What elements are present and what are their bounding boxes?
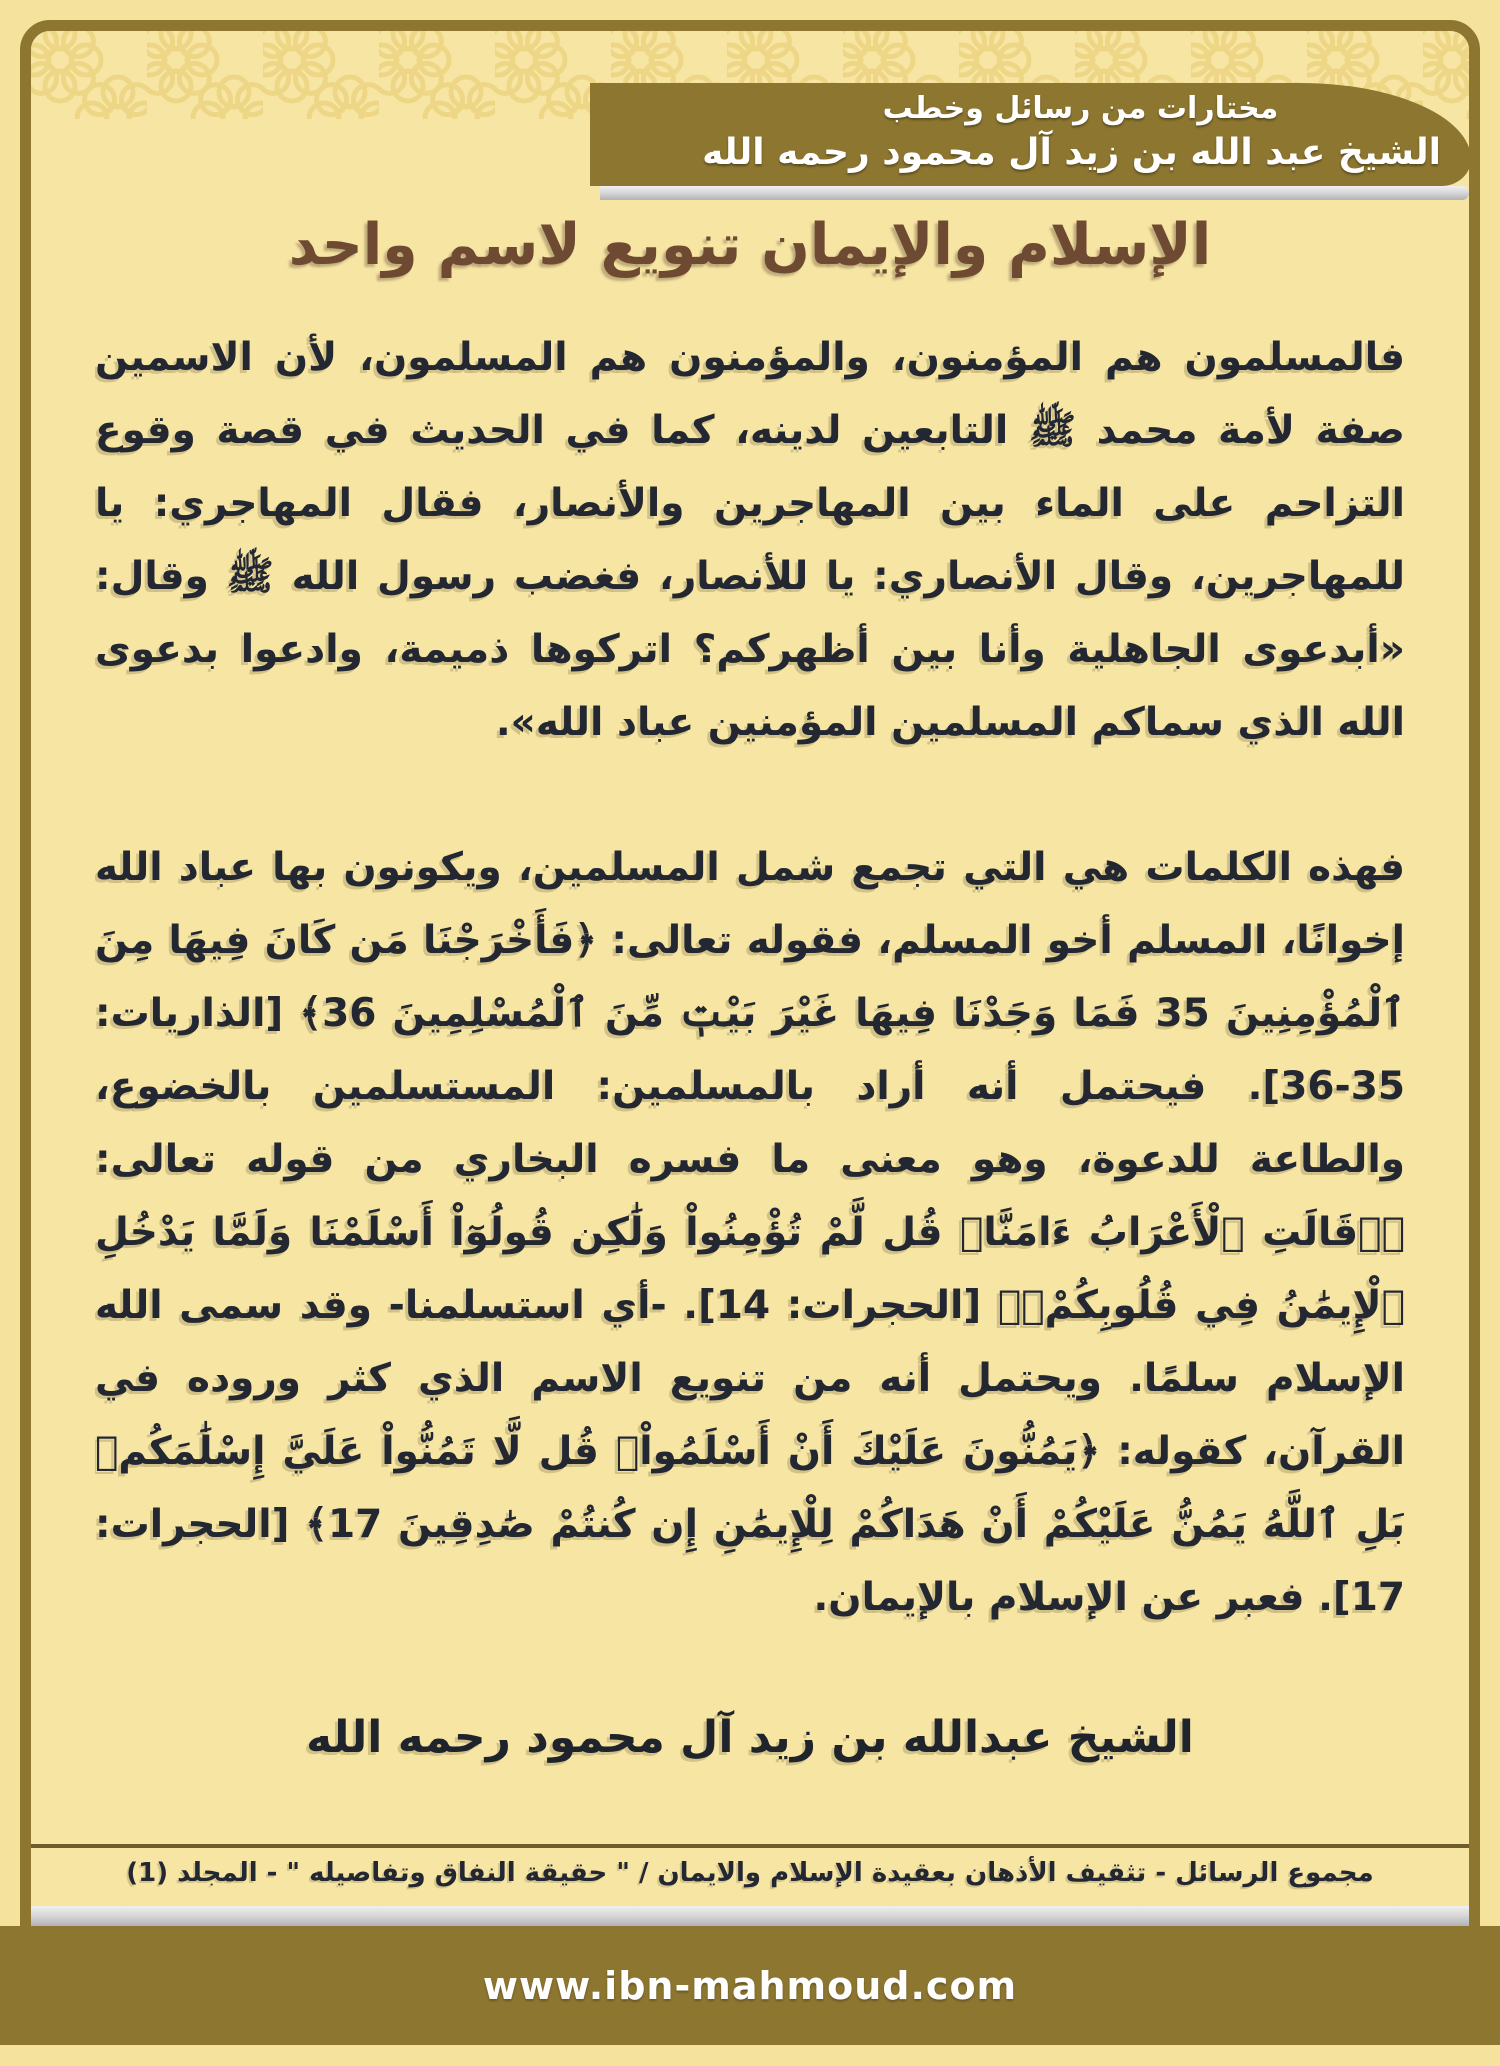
footer-bar [0,1926,1500,2045]
header-banner [590,83,1471,186]
header-subtitle: مختارات من رسائل وخطب [882,91,1279,126]
website-url: www.ibn-mahmoud.com [482,1963,1018,2008]
footer-silver-bar [31,1906,1469,1926]
header-silver-bar [600,186,1469,200]
author-signature: الشيخ عبدالله بن زيد آل محمود رحمه الله [306,1712,1194,1763]
header-author: الشيخ عبد الله بن زيد آل محمود رحمه الله [702,132,1441,173]
main-content [95,205,1405,1840]
body-paragraph-2: فهذه الكلمات هي التي تجمع شمل المسلمين، ويكونون بها عباد الله إخوانًا، المسلم أخو المسلم، فقوله تعالى: ﴿فَأَخْرَجْنَا مَن كَانَ فِيهَا مِنَ ٱلْمُؤْمِنِينَ 35 فَمَا وَجَدْنَا فِيهَا غَيْرَ بَيْتٖ مِّنَ ٱلْمُسْلِمِينَ 36﴾ [الذاريات: 35-36]. فيحتمل أنه أراد بالمسلمين: المستسلمين بالخضوع، والطاعة للدعوة، وهو معنى ما فسره البخاري من قوله تعالى: ﴿۞قَالَتِ ٱلْأَعْرَابُ ءَامَنَّاۖ قُل لَّمْ تُؤْمِنُواْ وَلَٰكِن قُولُوٓاْ أَسْلَمْنَا وَلَمَّا يَدْخُلِ ٱلْإِيمَٰنُ فِي قُلُوبِكُمْۖ﴾ [الحجرات: 14]. -أي استسلمنا- وقد سمى الله الإسلام سلمًا. ويحتمل أنه من تنويع الاسم الذي كثر وروده في القرآن، كقوله: ﴿يَمُنُّونَ عَلَيْكَ أَنْ أَسْلَمُواْۖ قُل لَّا تَمُنُّواْ عَلَيَّ إِسْلَٰمَكُمۖ بَلِ ٱللَّهُ يَمُنُّ عَلَيْكُمْ أَنْ هَدَاكُمْ لِلْإِيمَٰنِ إِن كُنتُمْ صَٰدِقِينَ 17﴾ [الحجرات: 17]. فعبر عن الإسلام بالإيمان. [95,845,1405,1620]
page-title: الإسلام والإيمان تنويع لاسم واحد [288,212,1212,278]
body-paragraph-1: فالمسلمون هم المؤمنون، والمؤمنون هم المسلمون، لأن الاسمين صفة لأمة محمد ﷺ التابعين لدينه، كما في الحديث في قصة وقوع التزاحم على الماء بين المهاجرين والأنصار، فقال المهاجري: يا للمهاجرين، وقال الأنصاري: يا للأنصار، فغضب رسول الله ﷺ وقال: «أبدعوى الجاهلية وأنا بين أظهركم؟ اتركوها ذميمة، وادعوا بدعوى الله الذي سماكم المسلمين المؤمنين عباد الله». [95,335,1405,745]
source-reference: مجموع الرسائل - تثقيف الأذهان بعقيدة الإسلام والايمان / " حقيقة النفاق وتفاصيله " - المجلد (1) [126,1858,1374,1888]
divider-line [31,1844,1469,1848]
